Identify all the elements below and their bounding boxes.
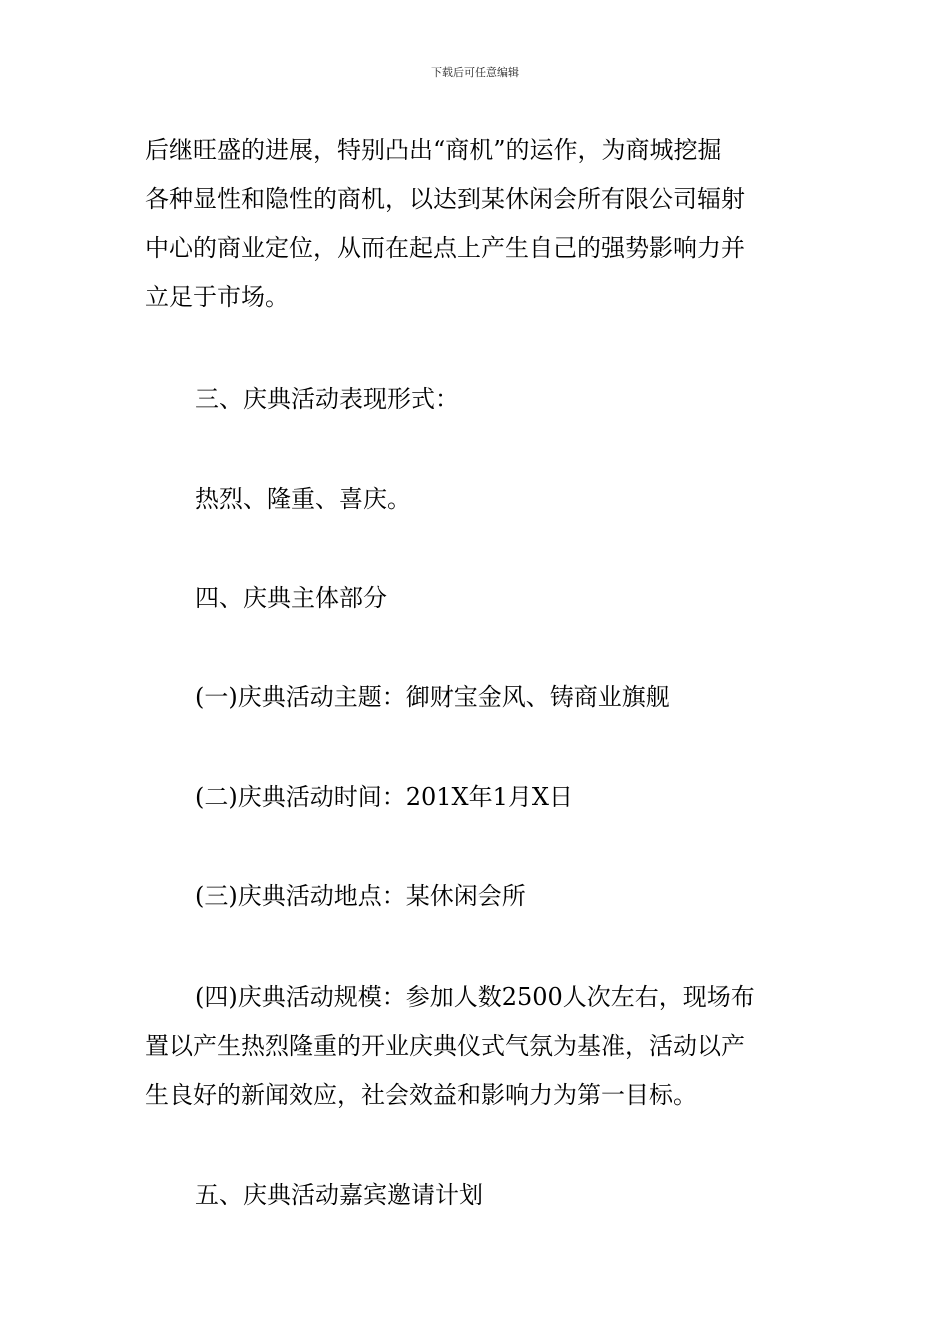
paragraph-line: 生良好的新闻效应，社会效益和影响力为第一目标。 <box>145 1081 697 1109</box>
paragraph-line: 置以产生热烈隆重的开业庆典仪式气氛为基准，活动以产 <box>145 1032 745 1060</box>
subsection-theme: (一)庆典活动主题：御财宝金风、铸商业旗舰 <box>195 683 670 711</box>
paragraph-line: 立足于市场。 <box>145 283 289 311</box>
section-heading-3: 三、庆典活动表现形式： <box>195 385 459 413</box>
paragraph-line: 中心的商业定位，从而在起点上产生自己的强势影响力并 <box>145 234 745 262</box>
section-heading-5: 五、庆典活动嘉宾邀请计划 <box>195 1181 483 1209</box>
subsection-location: (三)庆典活动地点：某休闲会所 <box>195 882 526 910</box>
paragraph-line: 各种显性和隐性的商机，以达到某休闲会所有限公司辐射 <box>145 185 745 213</box>
page-header-note: 下载后可任意编辑 <box>431 66 519 79</box>
section-heading-4: 四、庆典主体部分 <box>195 584 387 612</box>
paragraph-line: 热烈、隆重、喜庆。 <box>195 485 411 513</box>
paragraph-line: 后继旺盛的进展，特别凸出“商机”的运作，为商城挖掘 <box>145 136 722 164</box>
subsection-scale: (四)庆典活动规模：参加人数2500人次左右，现场布 <box>195 983 755 1011</box>
subsection-time: (二)庆典活动时间：201X年1月X日 <box>195 783 573 811</box>
